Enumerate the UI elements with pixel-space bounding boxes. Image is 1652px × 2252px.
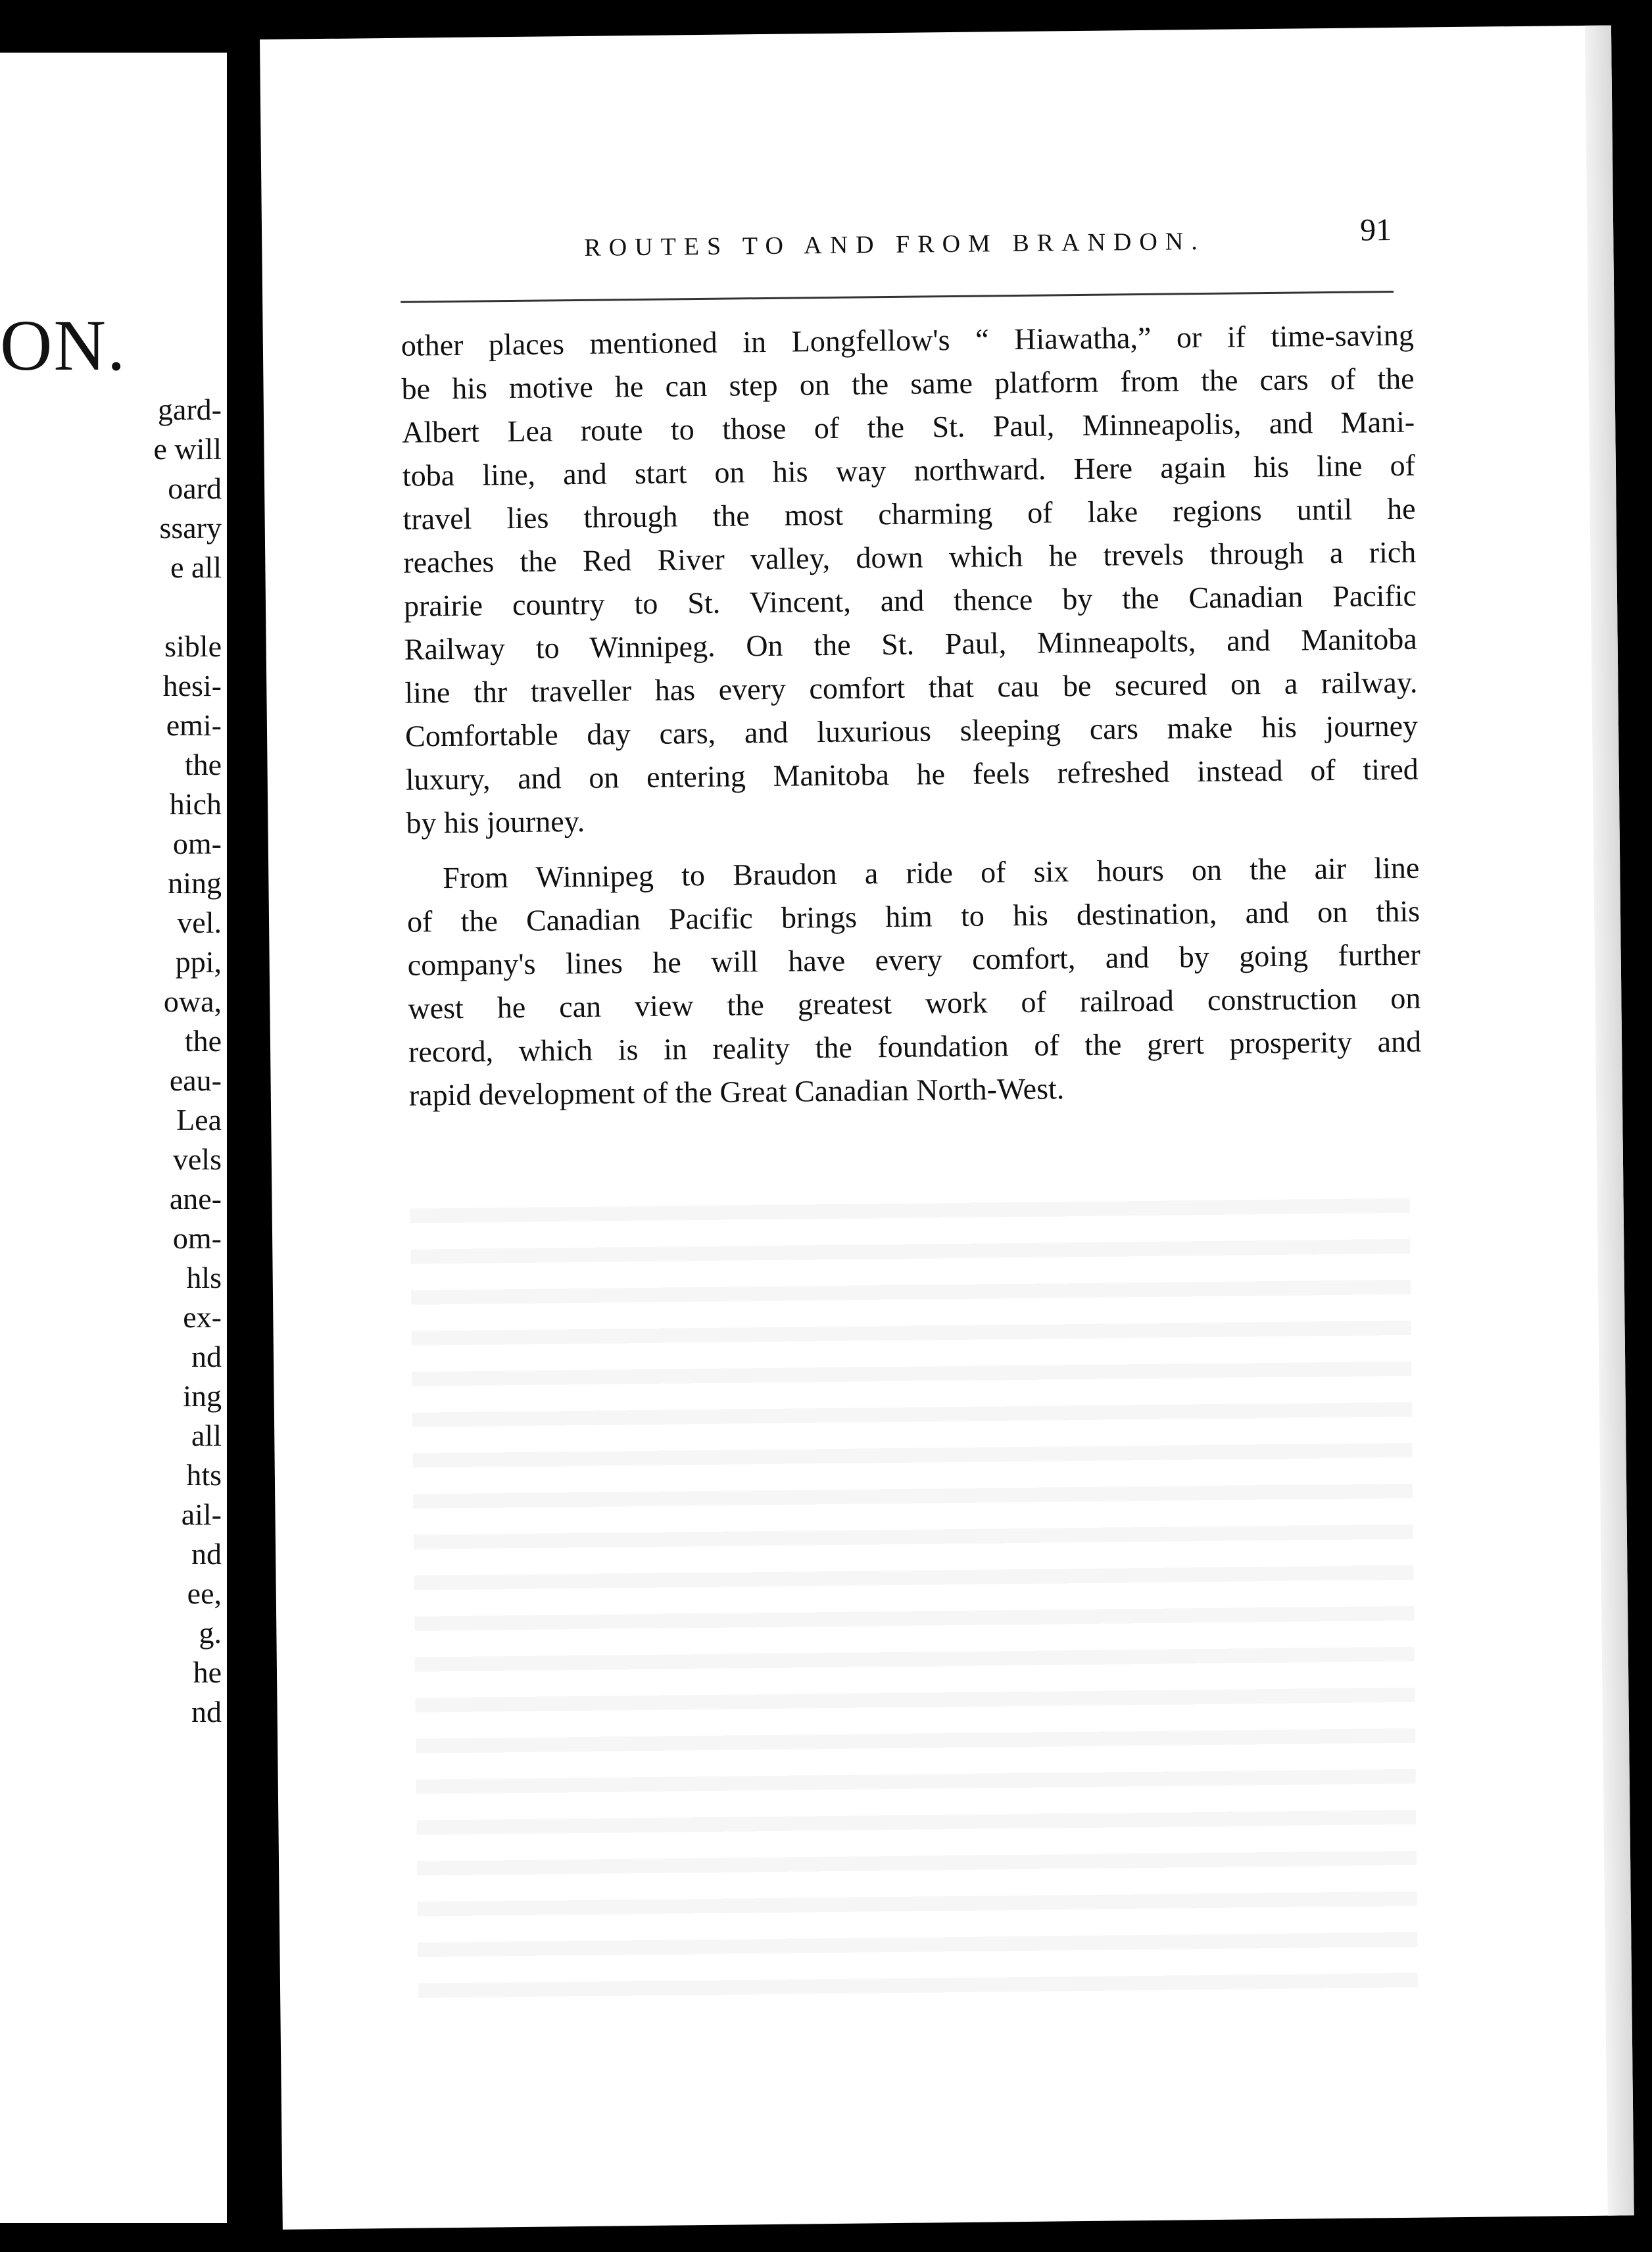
facing-page-line-fragment: he xyxy=(193,1655,222,1689)
page-edge-shadow xyxy=(1585,25,1634,2215)
header-rule xyxy=(401,291,1394,303)
facing-page-line-fragment: om- xyxy=(172,827,222,860)
facing-page-line-fragment: emi- xyxy=(166,708,222,742)
page-number: 91 xyxy=(1359,212,1392,248)
text-line: Albert Lea route to those of the St. Paul, Minneapolis, and Mani- xyxy=(401,404,1415,449)
text-line: of the Canadian Pacific brings him to his destination, and on this xyxy=(406,894,1421,939)
text-line: toba line, and start on his way northward. Here again his line of xyxy=(402,448,1416,493)
facing-page-line-fragment: the xyxy=(184,748,222,781)
facing-page-line-fragment: owa, xyxy=(163,985,222,1018)
facing-page-line-fragment: all xyxy=(191,1419,222,1452)
facing-page-line-fragment: vels xyxy=(172,1142,222,1176)
facing-page-line-fragment: ee, xyxy=(187,1577,222,1610)
facing-page-heading-fragment: ON. xyxy=(0,305,127,385)
text-line: prairie country to St. Vincent, and thence by the Canadian Pacific xyxy=(403,578,1417,623)
facing-page-line-fragment: ex- xyxy=(183,1300,222,1334)
facing-page-line-fragment: sible xyxy=(164,629,222,663)
facing-page-line-fragment: Lea xyxy=(176,1103,222,1137)
text-line: rapid development of the Great Canadian North-West. xyxy=(408,1071,1065,1112)
facing-page-line-fragment: hts xyxy=(186,1458,222,1492)
facing-page-line-fragment: hich xyxy=(169,787,222,821)
facing-page-line-fragment: ppi, xyxy=(175,945,222,979)
facing-page-line-fragment: om- xyxy=(172,1221,222,1255)
text-line: record, which is in reality the foundation of the grert prosperity and xyxy=(408,1024,1422,1069)
facing-page-line-fragment: ning xyxy=(168,866,222,900)
book-binding-gutter xyxy=(227,0,260,2252)
facing-page-line-fragment: hls xyxy=(186,1261,222,1294)
facing-page-line-fragment: e will xyxy=(153,432,222,466)
facing-page-line-fragment: nd xyxy=(191,1537,222,1571)
facing-page-line-fragment: hesi- xyxy=(162,669,222,702)
text-line: by his journey. xyxy=(406,804,585,840)
facing-page-line-fragment: ing xyxy=(183,1379,222,1413)
facing-page-line-fragment: g. xyxy=(199,1616,222,1650)
text-line: travel lies through the most charming of lake regions until he xyxy=(402,491,1416,536)
text-line: From Winnipeg to Braudon a ride of six hours on the air line xyxy=(443,850,1420,895)
bleed-through-text-shadow xyxy=(410,1172,1418,2005)
facing-page-line-fragment: ane- xyxy=(169,1182,222,1215)
text-line: company's lines he will have every comfort, and by going further xyxy=(407,937,1421,982)
facing-page-line-fragment: oard xyxy=(168,472,222,505)
text-line: west he can view the greatest work of railroad construction on xyxy=(408,981,1421,1025)
facing-page-line-fragment: ail- xyxy=(181,1498,222,1531)
text-line: be his motive he can step on the same platform from the cars of the xyxy=(401,361,1415,406)
body-text xyxy=(401,314,1422,1117)
facing-page-line-fragment: eau- xyxy=(169,1064,222,1097)
facing-page-line-fragment: gard- xyxy=(157,393,222,426)
facing-page-fragment xyxy=(0,53,227,2223)
text-line: luxury, and on entering Manitoba he feels refreshed instead of tired xyxy=(405,752,1419,796)
facing-page-line-fragment: e all xyxy=(170,551,222,584)
paragraph xyxy=(406,846,1422,1117)
text-line: Railway to Winnipeg. On the St. Paul, Minneapolts, and Manitoba xyxy=(404,622,1417,666)
text-line: Comfortable day cars, and luxurious sleeping cars make his journey xyxy=(404,708,1419,753)
facing-page-line-fragment: the xyxy=(184,1024,222,1058)
facing-page-line-fragment: ssary xyxy=(159,511,222,545)
running-head: ROUTES TO AND FROM BRANDON. xyxy=(584,227,1205,262)
text-line: other places mentioned in Longfellow's “ Hiawatha,” or if time-saving xyxy=(401,318,1415,362)
facing-page-line-fragment: nd xyxy=(191,1340,222,1373)
text-line: line thr traveller has every comfort that cau be secured on a railway. xyxy=(404,665,1418,710)
facing-page-line-fragment: nd xyxy=(191,1695,222,1728)
book-page xyxy=(260,25,1634,2229)
facing-page-line-fragment: vel. xyxy=(177,906,222,939)
paragraph xyxy=(401,314,1419,845)
text-line: reaches the Red River valley, down which he trevels through a rich xyxy=(403,535,1417,579)
